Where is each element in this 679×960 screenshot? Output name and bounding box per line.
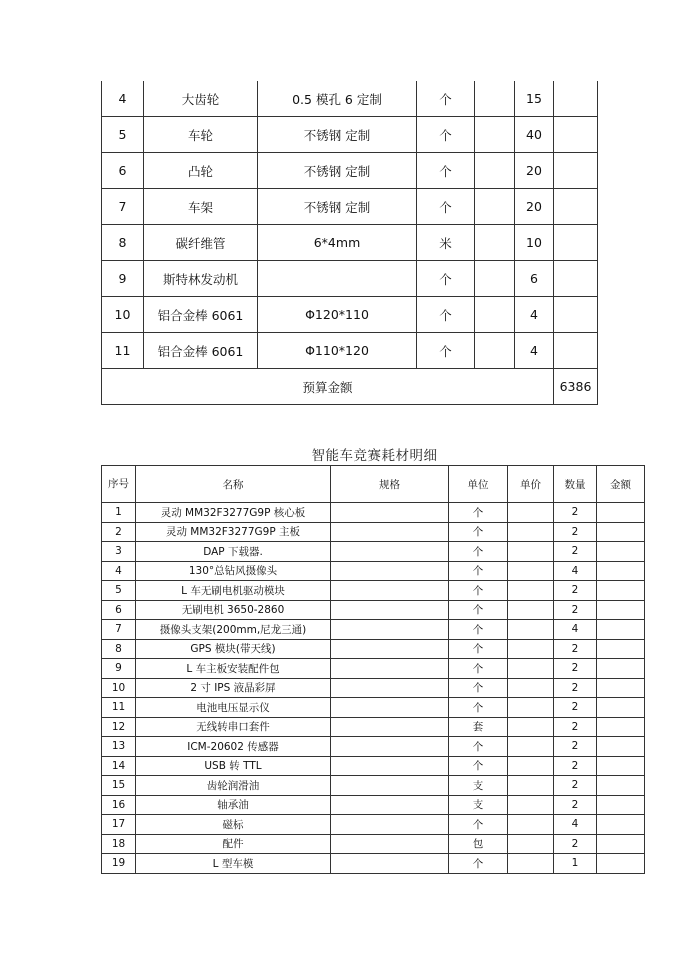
cell-unit: 个 [449,659,508,679]
cell-no: 5 [102,581,136,601]
cell-amount [554,117,598,153]
cell-no: 18 [102,834,136,854]
cell-amount [597,834,645,854]
cell-price [508,542,554,562]
cell-qty: 4 [515,333,554,369]
cell-no: 10 [102,678,136,698]
cell-qty: 2 [554,503,597,523]
consumables-row [102,561,645,581]
cell-amount [597,522,645,542]
cell-no: 9 [102,659,136,679]
cell-spec [331,854,449,874]
cell-spec [258,261,417,297]
cell-unit: 个 [449,854,508,874]
cell-qty: 4 [554,620,597,640]
cell-price [508,776,554,796]
consumables-row [102,581,645,601]
cell-qty: 4 [554,815,597,835]
cell-no: 17 [102,815,136,835]
cell-unit: 个 [449,581,508,601]
consumables-row [102,737,645,757]
cell-spec [331,698,449,718]
cell-qty: 2 [554,795,597,815]
budget-table [101,81,598,405]
cell-spec [331,581,449,601]
cell-unit: 个 [417,333,475,369]
cell-price [508,620,554,640]
cell-no: 12 [102,717,136,737]
consumables-row [102,542,645,562]
consumables-row [102,854,645,874]
cell-spec [331,776,449,796]
cell-unit: 个 [449,503,508,523]
cell-name: 无刷电机 3650-2860 [136,600,331,620]
cell-qty: 20 [515,153,554,189]
cell-name: 无线转串口套件 [136,717,331,737]
cell-price [508,717,554,737]
cell-name: 130°总钻风摄像头 [136,561,331,581]
cell-price [475,333,515,369]
cell-spec: 不锈钢 定制 [258,153,417,189]
consumables-row [102,620,645,640]
cell-no: 7 [102,189,144,225]
cell-amount [597,639,645,659]
header-qty: 数量 [554,466,597,503]
cell-unit: 个 [449,639,508,659]
cell-unit: 支 [449,795,508,815]
cell-qty: 2 [554,600,597,620]
cell-no: 6 [102,153,144,189]
cell-amount [597,503,645,523]
budget-row [102,189,598,225]
cell-no: 11 [102,333,144,369]
cell-price [508,561,554,581]
consumables-row [102,815,645,835]
cell-unit: 个 [449,542,508,562]
cell-no: 14 [102,756,136,776]
cell-unit: 个 [417,297,475,333]
cell-price [508,678,554,698]
consumables-row [102,600,645,620]
cell-amount [597,737,645,757]
cell-name: 大齿轮 [144,81,258,117]
cell-name: 车架 [144,189,258,225]
cell-amount [597,659,645,679]
cell-price [508,756,554,776]
cell-qty: 2 [554,659,597,679]
cell-unit: 个 [449,815,508,835]
cell-spec [331,834,449,854]
cell-price [508,503,554,523]
cell-spec [331,503,449,523]
cell-qty: 2 [554,698,597,718]
budget-row [102,333,598,369]
cell-qty: 15 [515,81,554,117]
cell-name: ICM-20602 传感器 [136,737,331,757]
cell-no: 15 [102,776,136,796]
cell-unit: 个 [449,620,508,640]
header-price: 单价 [508,466,554,503]
cell-spec [331,659,449,679]
cell-name: 轴承油 [136,795,331,815]
cell-no: 6 [102,600,136,620]
header-name: 名称 [136,466,331,503]
cell-spec [331,678,449,698]
cell-qty: 20 [515,189,554,225]
cell-no: 1 [102,503,136,523]
cell-price [475,81,515,117]
budget-row [102,81,598,117]
header-unit: 单位 [449,466,508,503]
cell-unit: 个 [449,678,508,698]
cell-amount [554,81,598,117]
budget-total-label: 预算金额 [102,369,554,405]
cell-qty: 2 [554,678,597,698]
cell-spec [331,795,449,815]
cell-amount [597,678,645,698]
cell-qty: 2 [554,717,597,737]
cell-no: 5 [102,117,144,153]
consumables-row [102,659,645,679]
cell-spec: Φ120*110 [258,297,417,333]
cell-spec [331,717,449,737]
cell-price [508,834,554,854]
cell-spec [331,600,449,620]
cell-qty: 10 [515,225,554,261]
cell-amount [597,581,645,601]
cell-qty: 40 [515,117,554,153]
cell-price [508,639,554,659]
cell-name: 灵动 MM32F3277G9P 主板 [136,522,331,542]
cell-qty: 4 [554,561,597,581]
cell-unit: 个 [417,261,475,297]
consumables-row [102,756,645,776]
cell-amount [554,153,598,189]
cell-spec: 不锈钢 定制 [258,189,417,225]
cell-unit: 个 [449,600,508,620]
cell-spec: 6*4mm [258,225,417,261]
cell-price [475,297,515,333]
cell-name: GPS 模块(带天线) [136,639,331,659]
cell-amount [597,776,645,796]
cell-amount [554,261,598,297]
cell-price [508,854,554,874]
consumables-table [101,465,645,874]
header-seq: 序号 [102,466,136,503]
cell-qty: 2 [554,542,597,562]
cell-name: 电池电压显示仪 [136,698,331,718]
cell-price [475,225,515,261]
cell-unit: 支 [449,776,508,796]
cell-no: 3 [102,542,136,562]
header-spec: 规格 [331,466,449,503]
budget-row [102,153,598,189]
cell-no: 8 [102,225,144,261]
cell-no: 16 [102,795,136,815]
budget-total-row [102,369,598,405]
cell-name: L 型车模 [136,854,331,874]
cell-qty: 2 [554,581,597,601]
cell-spec [331,737,449,757]
cell-price [508,795,554,815]
consumables-row [102,776,645,796]
consumables-row [102,795,645,815]
cell-spec [331,522,449,542]
consumables-row [102,698,645,718]
cell-amount [597,620,645,640]
cell-amount [597,815,645,835]
cell-spec [331,561,449,581]
cell-price [508,737,554,757]
cell-name: 铝合金棒 6061 [144,297,258,333]
cell-price [475,189,515,225]
cell-amount [597,717,645,737]
cell-amount [597,561,645,581]
cell-name: USB 转 TTL [136,756,331,776]
cell-unit: 个 [449,522,508,542]
cell-unit: 包 [449,834,508,854]
cell-price [508,815,554,835]
consumables-table-body [102,466,645,874]
budget-total-value: 6386 [554,369,598,405]
consumables-row [102,834,645,854]
cell-qty: 2 [554,756,597,776]
cell-spec: Φ110*120 [258,333,417,369]
cell-qty: 2 [554,639,597,659]
cell-amount [554,333,598,369]
cell-name: 车轮 [144,117,258,153]
cell-spec: 不锈钢 定制 [258,117,417,153]
cell-no: 19 [102,854,136,874]
cell-amount [554,225,598,261]
cell-price [508,698,554,718]
cell-qty: 2 [554,834,597,854]
cell-name: 2 寸 IPS 液晶彩屏 [136,678,331,698]
cell-name: L 车主板安装配件包 [136,659,331,679]
cell-spec [331,815,449,835]
cell-price [508,581,554,601]
cell-price [508,659,554,679]
consumables-row [102,717,645,737]
consumables-table-title: 智能车竞赛耗材明细 [311,448,438,464]
cell-qty: 6 [515,261,554,297]
cell-qty: 2 [554,737,597,757]
cell-qty: 2 [554,776,597,796]
consumables-row [102,678,645,698]
header-amount: 金额 [597,466,645,503]
cell-no: 4 [102,81,144,117]
cell-unit: 个 [417,117,475,153]
budget-table-body [102,81,598,405]
cell-unit: 个 [449,698,508,718]
cell-unit: 米 [417,225,475,261]
cell-name: 摄像头支架(200mm,尼龙三通) [136,620,331,640]
budget-row [102,297,598,333]
cell-name: 碳纤维管 [144,225,258,261]
cell-name: 齿轮润滑油 [136,776,331,796]
cell-amount [597,854,645,874]
cell-name: 磁标 [136,815,331,835]
cell-price [508,600,554,620]
cell-name: 铝合金棒 6061 [144,333,258,369]
cell-name: 配件 [136,834,331,854]
budget-row [102,117,598,153]
cell-no: 9 [102,261,144,297]
consumables-header-row [102,466,645,503]
cell-unit: 个 [449,756,508,776]
consumables-row [102,522,645,542]
cell-qty: 1 [554,854,597,874]
cell-amount [597,698,645,718]
cell-name: 斯特林发动机 [144,261,258,297]
cell-price [508,522,554,542]
cell-unit: 个 [449,561,508,581]
cell-price [475,153,515,189]
cell-name: 灵动 MM32F3277G9P 核心板 [136,503,331,523]
budget-row [102,261,598,297]
cell-spec [331,620,449,640]
cell-unit: 套 [449,717,508,737]
cell-unit: 个 [417,189,475,225]
cell-price [475,117,515,153]
cell-spec [331,756,449,776]
cell-name: L 车无刷电机驱动模块 [136,581,331,601]
consumables-row [102,503,645,523]
cell-qty: 4 [515,297,554,333]
cell-price [475,261,515,297]
cell-no: 11 [102,698,136,718]
cell-spec [331,542,449,562]
consumables-row [102,639,645,659]
cell-unit: 个 [449,737,508,757]
cell-amount [597,795,645,815]
cell-unit: 个 [417,81,475,117]
cell-amount [597,756,645,776]
cell-no: 13 [102,737,136,757]
cell-name: 凸轮 [144,153,258,189]
cell-spec [331,639,449,659]
cell-name: DAP 下载器. [136,542,331,562]
cell-no: 7 [102,620,136,640]
cell-no: 4 [102,561,136,581]
cell-qty: 2 [554,522,597,542]
cell-amount [554,297,598,333]
cell-unit: 个 [417,153,475,189]
cell-amount [554,189,598,225]
cell-amount [597,542,645,562]
budget-row [102,225,598,261]
cell-no: 8 [102,639,136,659]
cell-amount [597,600,645,620]
cell-spec: 0.5 模孔 6 定制 [258,81,417,117]
cell-no: 10 [102,297,144,333]
cell-no: 2 [102,522,136,542]
